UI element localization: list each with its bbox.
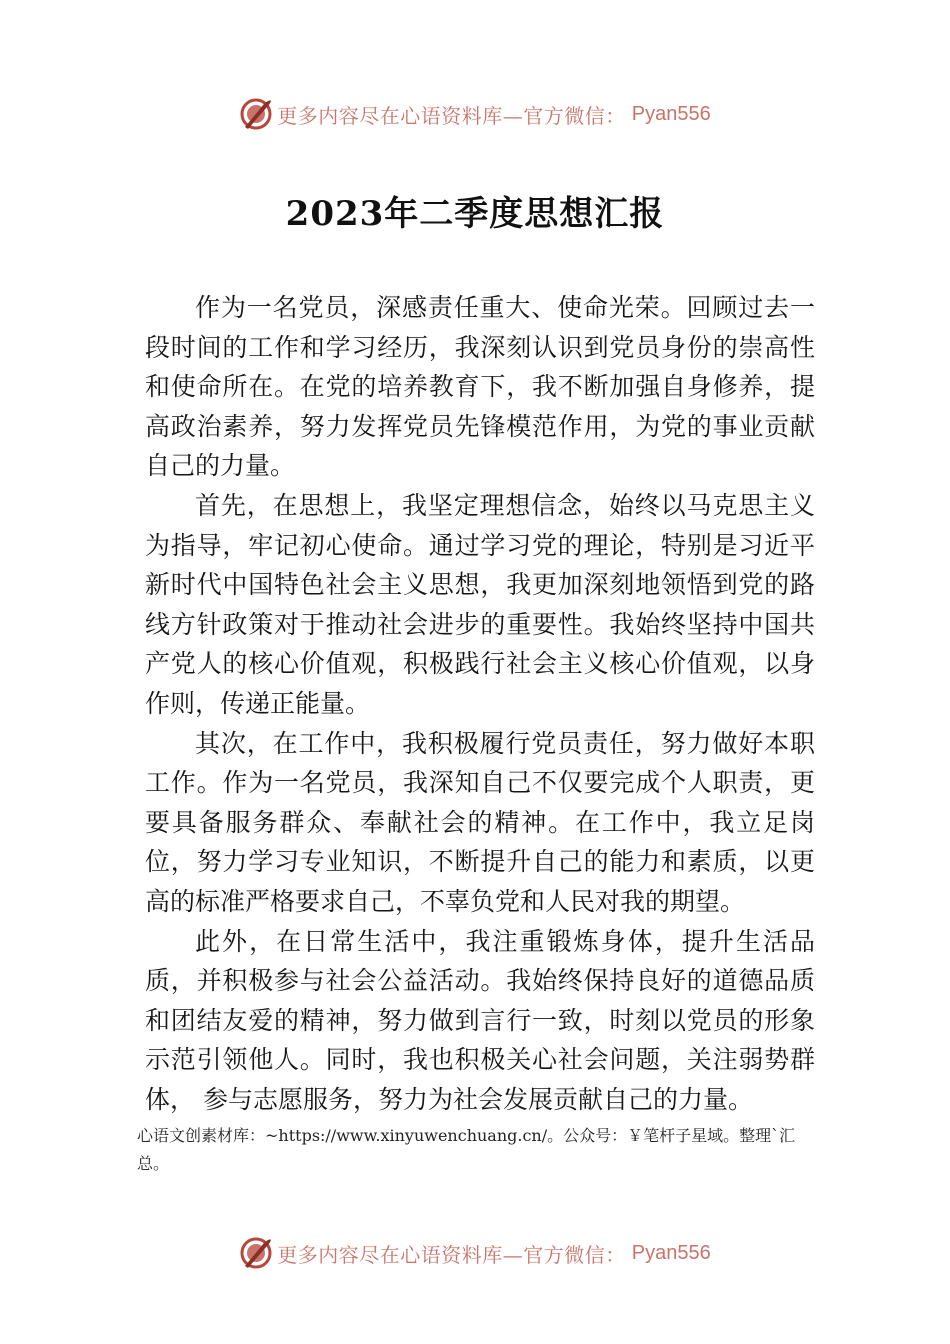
- paragraph: 其次，在工作中，我积极履行党员责任，努力做好本职工作。作为一名党员，我深知自己不仅要完成个人职责，更要具备服务群众、奉献社会的精神。在工作中，我立足岗位，努力学习专业知识，不断提升自己的能力和素质，以更高的标准严格要求自己，不辜负党和人民对我的期望。: [145, 728, 815, 916]
- paragraph: 作为一名党员，深感责任重大、使命光荣。回顾过去一段时间的工作和学习经历，我深刻认识到党员身份的崇高性和使命所在。在党的培养教育下，我不断加强自身修养，提高政治素养，努力发挥党员先锋模范作用，为党的事业贡献自己的力量。: [145, 293, 815, 481]
- paragraph: 此外，在日常生活中，我注重锻炼身体，提升生活品质，并积极参与社会公益活动。我始终保持良好的道德品质和团结友爱的精神，努力做到言行一致，时刻以党员的形象示范引领他人。同时，我也积极关心社会问题，关注弱势群体， 参与志愿服务，努力为社会发展贡献自己的力量。: [145, 926, 815, 1114]
- header-banner: [0, 94, 950, 134]
- footer-banner: [0, 1233, 950, 1273]
- banner-wechat-id: Pyan556: [631, 102, 711, 125]
- banner-text: 更多内容尽在心语资料库—官方微信：: [277, 103, 626, 128]
- banner-wechat-id: Pyan556: [631, 1241, 711, 1264]
- banner-text: 更多内容尽在心语资料库—官方微信：: [277, 1242, 626, 1267]
- paragraph: 首先，在思想上，我坚定理想信念，始终以马克思主义为指导，牢记初心使命。通过学习党的理论，特别是习近平新时代中国特色社会主义思想，我更加深刻地领悟到党的路线方针政策对于推动社会进步的重要性。我始终坚持中国共产党人的核心价值观，积极践行社会主义核心价值观，以身作则，传递正能量。: [145, 490, 815, 718]
- document-title: 2023年二季度思想汇报: [285, 194, 665, 234]
- source-note: 心语文创素材库：~https://www.xinyuwenchuang.cn/。公众号：￥笔杆子星域。整理`汇总。: [137, 1126, 796, 1173]
- quill-seal-logo: [239, 97, 273, 131]
- document-body: [145, 288, 815, 1119]
- quill-seal-logo: [239, 1236, 273, 1270]
